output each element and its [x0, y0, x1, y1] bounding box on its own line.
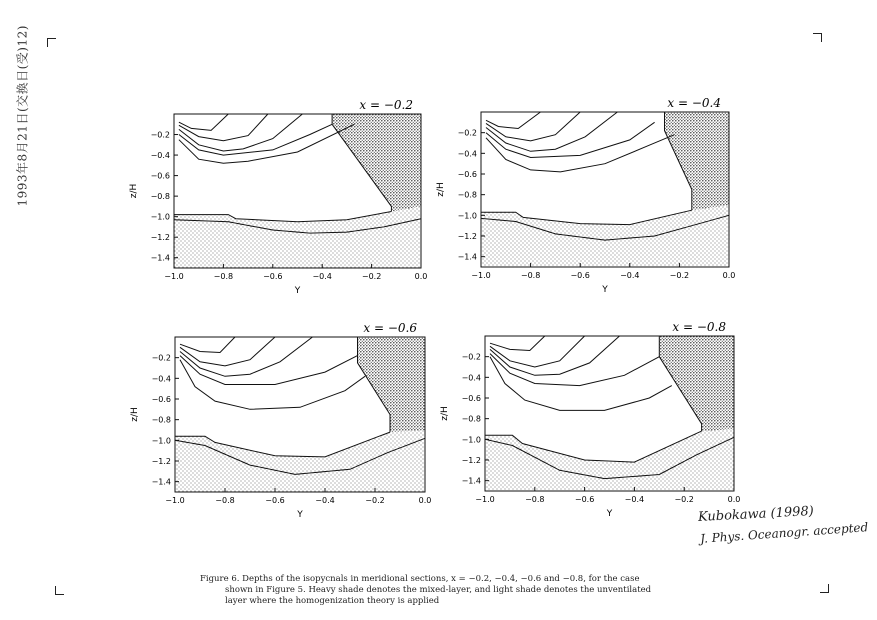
isopycnal-line	[490, 336, 545, 351]
y-tick-label: −0.6	[150, 171, 170, 181]
x-tick-label: −0.2	[365, 496, 385, 505]
x-tick-label: −0.8	[525, 495, 545, 504]
y-tick-label: −0.4	[457, 149, 477, 159]
x-tick-label: −0.6	[574, 495, 595, 504]
y-tick-label: −1.2	[150, 233, 170, 243]
isopycnal-line	[486, 112, 617, 151]
x-tick-label: −0.4	[624, 495, 645, 504]
y-tick-label: −0.2	[461, 352, 481, 362]
y-axis-label: z/H	[130, 407, 140, 422]
x-tick-label: −1.0	[165, 496, 185, 505]
y-tick-label: −1.2	[457, 232, 477, 241]
y-tick-label: −0.6	[457, 170, 477, 179]
x-tick-label: 0.0	[727, 495, 741, 504]
x-tick-label: −0.4	[312, 272, 332, 281]
isopycnal-line	[486, 135, 674, 172]
y-tick-label: −0.6	[151, 395, 171, 404]
x-tick-label: −0.6	[570, 271, 590, 280]
y-tick-label: −1.2	[151, 457, 171, 466]
x-tick-label: −0.8	[520, 271, 541, 280]
handwritten-journal-note: J. Phys. Oceanogr. accepted	[699, 520, 869, 546]
unventilated-layer-shade	[174, 206, 421, 268]
y-axis-label: z/H	[436, 182, 446, 197]
panel-title: x = −0.2	[359, 98, 413, 112]
y-tick-label: −0.4	[151, 374, 171, 384]
y-tick-label: −1.2	[461, 456, 481, 465]
mixed-layer-shade	[665, 112, 730, 210]
handwritten-citation: Kubokawa (1998)	[697, 503, 815, 526]
y-tick-label: −0.4	[150, 151, 170, 161]
x-tick-label: −0.8	[215, 496, 235, 505]
y-tick-label: −0.8	[151, 415, 171, 425]
y-axis-label: z/H	[129, 183, 139, 199]
x-tick-label: −1.0	[164, 272, 184, 281]
y-tick-label: −0.2	[151, 353, 171, 363]
y-tick-label: −0.8	[457, 190, 477, 200]
y-tick-label: −1.4	[151, 477, 171, 487]
y-tick-label: −0.6	[461, 394, 481, 403]
y-tick-label: −0.8	[461, 414, 481, 424]
x-tick-label: 0.0	[722, 271, 736, 280]
margin-stamp: 1993年8月21日(交換日(受)12)	[15, 25, 30, 207]
x-tick-label: 0.0	[418, 496, 432, 505]
y-tick-label: −1.4	[461, 476, 481, 486]
caption-line-3: layer where the homogenization theory is applied	[225, 596, 440, 606]
y-tick-label: −1.4	[457, 252, 477, 262]
y-tick-label: −1.4	[150, 253, 170, 263]
y-tick-label: −1.0	[151, 436, 171, 446]
caption-line-1: Figure 6. Depths of the isopycnals in meridional sections, x = −0.2, −0.4, −0.6 and −0.8, for the case	[200, 574, 640, 584]
y-tick-label: −0.8	[150, 192, 170, 202]
x-tick-label: −0.4	[315, 496, 335, 505]
x-tick-label: 0.0	[414, 272, 428, 281]
y-tick-label: −0.4	[461, 373, 481, 383]
panel-title: x = −0.6	[363, 321, 417, 335]
x-tick-label: −0.2	[669, 271, 690, 280]
x-tick-label: −0.2	[674, 495, 694, 504]
unventilated-layer-shade	[175, 430, 425, 492]
isopycnal-line	[179, 124, 332, 155]
isopycnal-line	[490, 354, 659, 386]
unventilated-layer-shade	[485, 429, 734, 491]
y-axis-label: z/H	[440, 406, 450, 421]
x-tick-label: −1.0	[471, 271, 491, 280]
x-axis-label: Y	[606, 509, 613, 519]
isopycnal-line	[180, 337, 235, 353]
caption-line-2: shown in Figure 5. Heavy shade denotes the mixed-layer, and light shade denotes the unventilated	[225, 585, 652, 595]
x-axis-label: Y	[297, 510, 303, 520]
x-tick-label: −0.8	[213, 272, 234, 281]
isopycnal-line	[179, 114, 228, 130]
figure-caption	[200, 574, 760, 607]
x-tick-label: −0.4	[620, 271, 640, 280]
y-tick-label: −0.2	[457, 128, 477, 138]
x-tick-label: −0.6	[265, 496, 285, 505]
isopycnal-line	[490, 336, 620, 375]
isopycnal-line	[486, 112, 541, 129]
mixed-layer-shade	[358, 337, 426, 432]
y-tick-label: −1.0	[150, 212, 170, 222]
x-tick-label: −0.2	[361, 272, 382, 281]
isopycnal-line	[180, 337, 313, 376]
panel-title: x = −0.4	[667, 96, 721, 110]
y-tick-label: −0.2	[150, 130, 170, 140]
y-tick-label: −1.0	[461, 435, 481, 445]
x-axis-label: Y	[602, 285, 608, 295]
panel-title: x = −0.8	[672, 320, 726, 334]
y-tick-label: −1.0	[457, 211, 477, 221]
x-tick-label: −1.0	[475, 495, 495, 504]
isopycnal-line	[180, 337, 275, 366]
x-tick-label: −0.6	[263, 272, 283, 281]
x-axis-label: Y	[294, 286, 301, 296]
